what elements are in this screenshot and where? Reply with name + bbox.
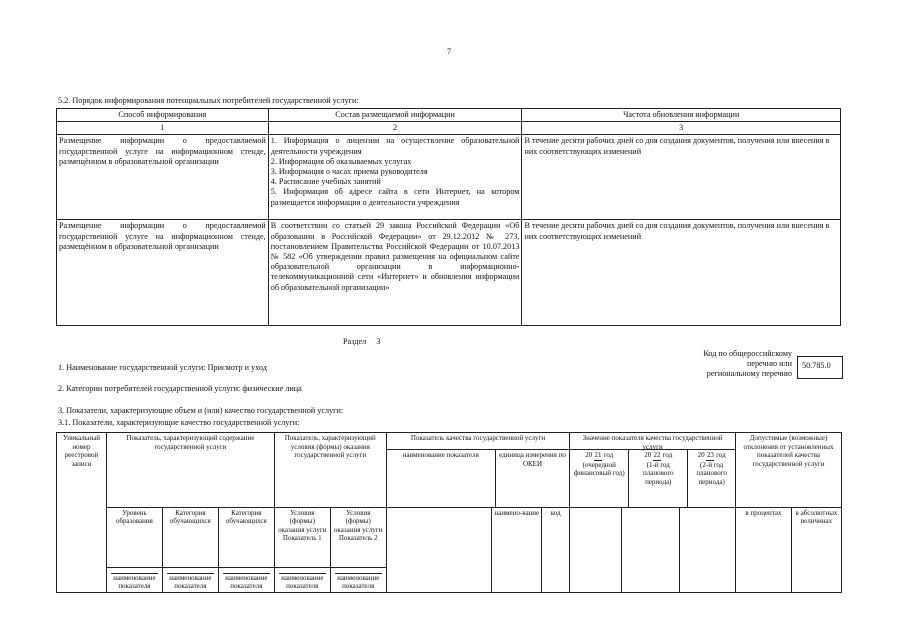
code-label-line: перечню или [746,359,792,369]
year-number: 23 [706,451,714,459]
year-prefix: 20 [585,451,593,459]
name-of-indicator-text: наименование показателя [337,573,380,591]
name-of-indicator [162,567,218,592]
year-value-cell [622,507,680,592]
quality-header: Показатель качества государственной услуги [410,434,546,442]
info-method: Размещение информации о предоставляемой государственной услуге на информационном стенде, размещённом в образовательной организации [57,135,269,220]
sub-content-indicator: Уровень образования [106,507,162,567]
sub-content-indicator: Категория обучающихся [218,507,274,567]
code-label [640,349,792,380]
info-frequency: В течение десяти рабочих дней со дня создания документов, получения или внесения в них соответствующих изменений [522,220,841,326]
col-conditions-indicator: Показатель, характеризующий условия (формы) оказания государственной услуги [274,433,386,508]
name-of-indicator-text: наименование показателя [281,573,324,591]
quality-table [56,432,842,593]
year-description: (2-й год планового периода) [696,460,727,486]
name-of-indicator [274,567,330,592]
values-header: Значение показателя качества государственной услуги [582,434,723,451]
unit-name-header: наимено-вание [492,507,542,592]
quality-subheader [387,449,570,507]
sub-conditions-indicator: Условия (формы) оказания услуги Показатель 2 [330,507,386,567]
section-number: 3 [376,337,381,346]
section-label-text: Раздел [343,337,367,346]
indicator-name-header: наименование показателя [387,450,496,507]
year-prefix: 20 [697,451,705,459]
year-suffix: год [716,451,726,459]
unit-header: единица измерения по ОКЕИ [495,450,569,507]
consumer-category: 2. Категории потребителей государственной услуги: физические лица [58,384,302,393]
info-content: В соответствии со статьей 29 закона Российской Федерации «Об образовании в Российской Федерации» от 29.12.2012 № 273, постановлением Правительства Российской Федерации от 10.07.2013 № 582 «Об утверждении правил размещения на официальном сайте образовательной организации в информационно-телекоммуникационной сети «Интернет» и обновления информации об образовательной организации» [268,220,522,326]
col-number: 3 [522,122,841,135]
deviation-percent-header: в процентах [736,507,792,592]
code-label-line: Код по общероссийскому [703,349,792,358]
year-number: 21 [594,451,602,459]
section-5-2-heading: 5.2. Порядок информирования потенциальных потребителей государственной услуги: [58,96,359,105]
page-number: 7 [447,47,451,56]
info-content [268,135,522,220]
year-column [570,450,629,507]
indicator-name-cell [386,507,492,592]
col-header-method: Способ информирования [57,109,269,122]
code-label-line: региональному перечню [706,369,792,379]
col-unique-number: Уникальный номер реестровой записи [57,433,107,593]
name-of-indicator-text: наименование показателя [113,573,156,591]
deviation-absolute-header: в абсолютных величинах [791,507,841,592]
year-value-cell [570,507,622,592]
code-value-box [797,356,843,379]
name-of-indicator-text: наименование показателя [169,573,212,591]
table-row [57,135,841,220]
year-suffix: год [603,451,614,459]
info-method: Размещение информации о предоставляемой государственной услуге на информационном стенде, размещённом в образовательной организации [57,220,269,326]
info-content-item: 5. Информация об адресе сайта в сети Интернет, на котором размещается информация о деятельности учреждения [270,187,520,207]
name-of-indicator-text: наименование показателя [225,573,268,591]
col-number: 2 [268,122,522,135]
col-header-content: Состав размещаемой информации [268,109,522,122]
info-content-item: 1. Информация о лицензии на осуществление образовательной деятельности учреждения [270,136,520,156]
col-quality-indicator [386,433,570,508]
year-value-cell [680,507,736,592]
unit-code-header: код [542,507,570,592]
year-number: 22 [653,451,661,459]
info-frequency: В течение десяти рабочих дней со дня создания документов, получения или внесения в них соответствующих изменений [522,135,841,220]
year-description: (1-й год планового периода) [642,460,674,486]
col-values [570,433,736,508]
sub-content-indicator: Категория обучающихся [162,507,218,567]
indicators-heading: 3. Показатели, характеризующие объем и (или) качество государственной услуги: [58,406,344,415]
info-content-item: 2. Информация об оказываемых услугах [270,156,412,166]
section-label [343,337,381,347]
name-of-indicator [330,567,386,592]
year-column [629,450,688,507]
name-of-indicator [218,567,274,592]
col-content-indicator: Показатель, характеризующий содержание государственной услуги [106,433,274,508]
code-value: 50.785.0 [802,361,831,370]
col-number: 1 [57,122,269,135]
info-table [56,108,841,326]
year-description: (очередной финансовый год) [573,460,625,478]
year-column [688,450,735,507]
info-content-item: 4. Расписание учебных занятий [270,177,381,187]
years-row [570,449,735,507]
service-name: 1. Наименование государственной услуги: Присмотр и уход [58,363,267,372]
col-header-frequency: Частота обновления информации [522,109,841,122]
sub-conditions-indicator: Условия (формы) оказания услуги Показатель 1 [274,507,330,567]
name-of-indicator [106,567,162,592]
table-row [57,220,841,326]
year-suffix: год [662,451,673,459]
info-content-item: 3. Информация о часах приема руководителя [270,167,428,177]
quality-heading: 3.1. Показатели, характеризующие качество государственной услуги: [58,418,300,427]
year-prefix: 20 [644,451,652,459]
col-deviation: Допустимые (возможные) отклонения от установленных показателей качества государственной услуги [736,433,842,508]
